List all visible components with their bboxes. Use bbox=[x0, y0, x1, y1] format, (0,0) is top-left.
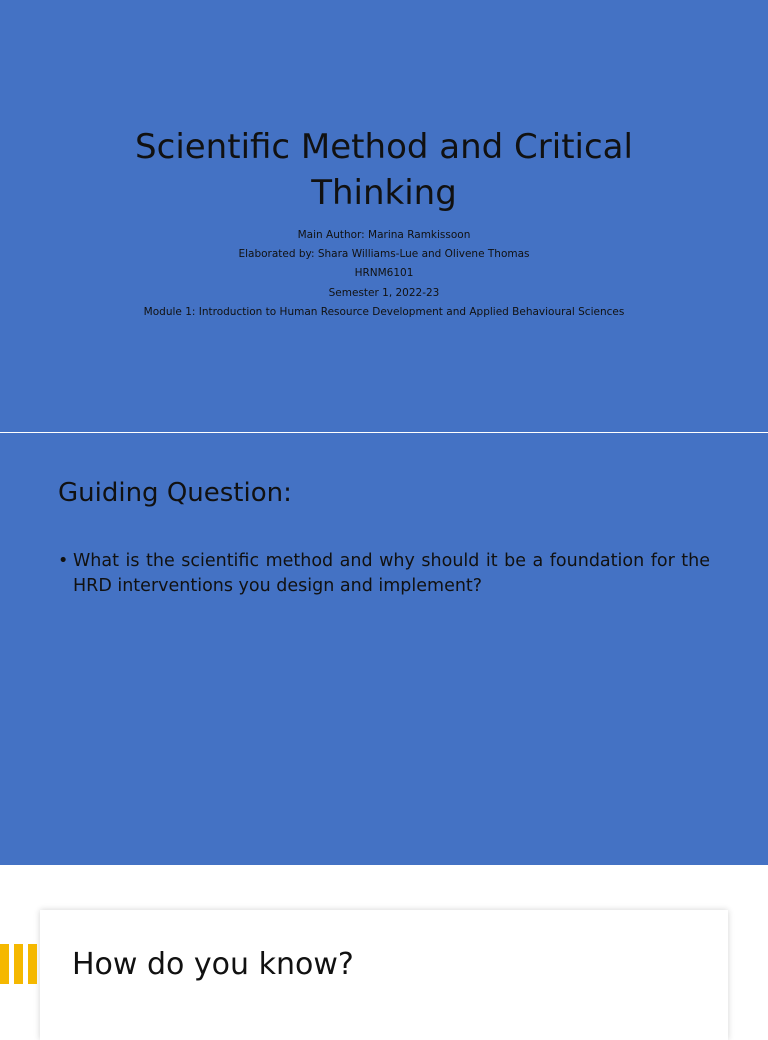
bullet-marker: • bbox=[58, 551, 69, 571]
accent-bars bbox=[0, 944, 42, 984]
accent-bar bbox=[0, 944, 9, 984]
title-slide bbox=[0, 0, 768, 432]
elaborated-by-line: Elaborated by: Shara Williams-Lue and Olivene Thomas bbox=[238, 248, 530, 261]
slide-title: Scientific Method and Critical Thinking bbox=[135, 127, 633, 213]
module-line: Module 1: Introduction to Human Resource Development and Applied Behavioural Sciences bbox=[143, 305, 625, 318]
how-do-you-know-slide bbox=[0, 866, 768, 1024]
bullet-item bbox=[58, 549, 710, 599]
semester-line: Semester 1, 2022-23 bbox=[328, 286, 440, 299]
accent-bar bbox=[28, 944, 37, 984]
guiding-question-heading: Guiding Question: bbox=[58, 478, 292, 508]
accent-bar bbox=[14, 944, 23, 984]
card-title: How do you know? bbox=[72, 947, 354, 982]
slide-subtitle-block bbox=[40, 226, 728, 322]
course-code-line: HRNM6101 bbox=[354, 267, 414, 280]
bullet-text: What is the scientific method and why should it be a foundation for the HRD interventions you design and implement? bbox=[73, 551, 710, 596]
guiding-question-slide bbox=[0, 433, 768, 865]
main-author-line: Main Author: Marina Ramkissoon bbox=[297, 229, 471, 241]
